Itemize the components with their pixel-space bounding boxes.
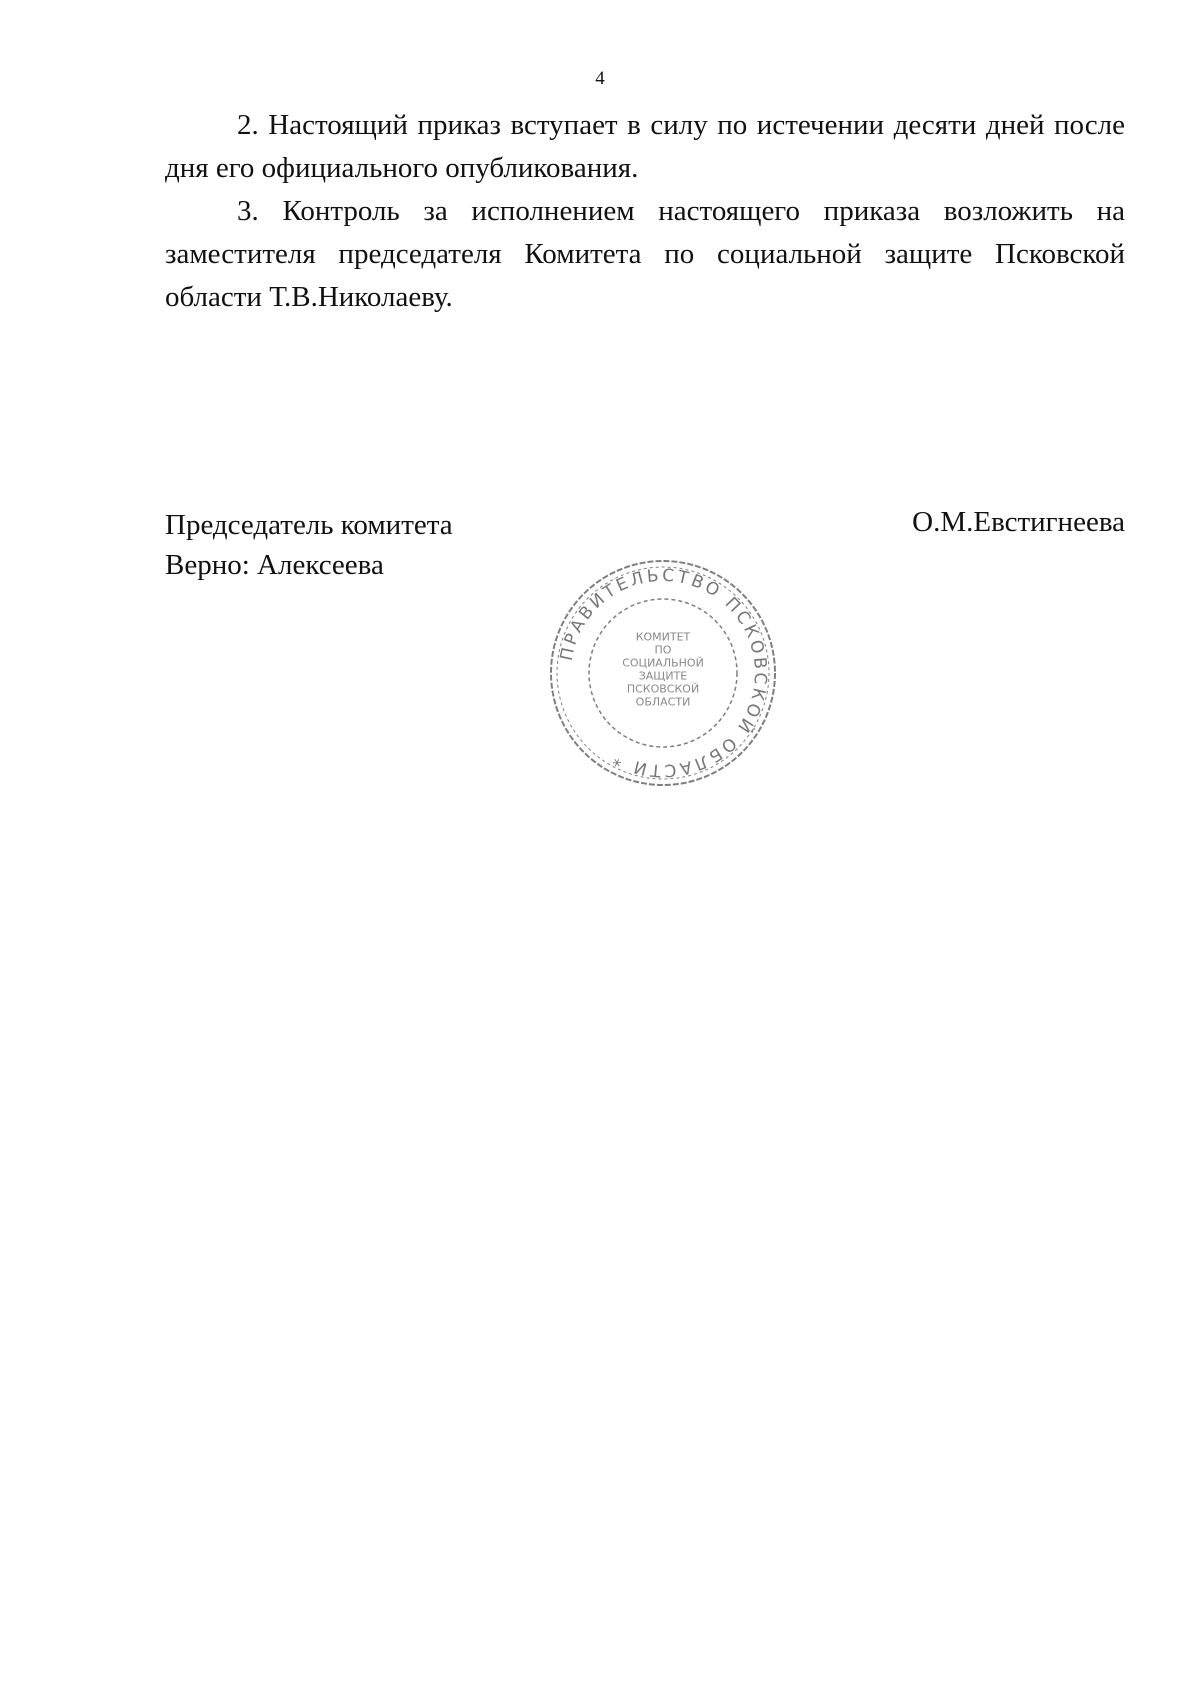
seal-center-line: СОЦИАЛЬНОЙ xyxy=(622,656,704,670)
paragraph-3: 3. Контроль за исполнением настоящего приказа возложить на заместителя председателя Комитета по социальной защите Псковской области Т.В.Николаеву. xyxy=(165,195,1125,313)
document-body xyxy=(165,104,1125,319)
official-seal-stamp xyxy=(543,553,783,793)
svg-text:ПРАВИТЕЛЬСТВО ПСКОВСКОЙ ОБЛАСТ: ПРАВИТЕЛЬСТВО ПСКОВСКОЙ ОБЛАСТИ * xyxy=(556,565,771,781)
page-number: 4 xyxy=(595,68,605,89)
seal-center-line: ПО xyxy=(654,643,672,657)
certified-copy-note: Верно: Алексеева xyxy=(165,549,384,581)
seal-center-line: ЗАЩИТЕ xyxy=(638,669,688,683)
signatory-name: О.М.Евстигнеева xyxy=(912,506,1125,538)
seal-center-line: ОБЛАСТИ xyxy=(635,695,691,709)
seal-center-line: КОМИТЕТ xyxy=(635,630,691,644)
seal-icon xyxy=(543,553,783,793)
seal-center-line: ПСКОВСКОЙ xyxy=(626,682,700,696)
paragraph-2: 2. Настоящий приказ вступает в силу по истечении десяти дней после дня его официального опубликования. xyxy=(165,109,1125,184)
signatory-title: Председатель комитета xyxy=(165,509,453,541)
